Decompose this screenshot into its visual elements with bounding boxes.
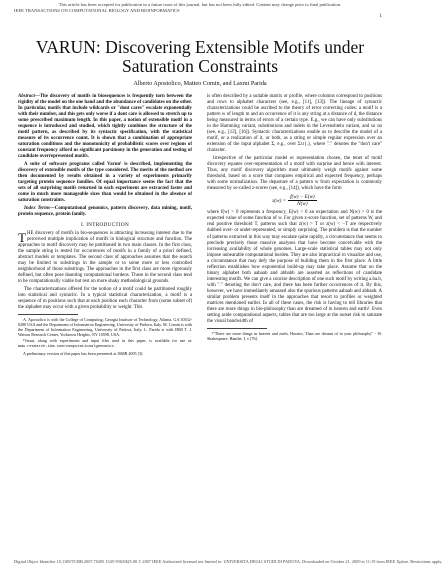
section-heading: I. INTRODUCTION	[80, 221, 129, 228]
page-footer: Digital Object Identifier 10.1109/TCBB.2007.70205 1545-5963/$25.00 © 2007 IEEE Authorized licensed use limited to: UNIVERSITA DEGLI STUDI DI PADOVA. Downloaded on October 21, 2009 at 11:19 from IEEE Xplore. Restrictions apply.	[14, 559, 442, 564]
page-header	[14, 2, 386, 14]
intro-text-1: HE discovery of motifs in bio-sequences is attracting increasing interest due to the perceived multiple implication of motifs in biological structure and function. The approaches to motif discovery may be partitioned in two main classes. In the first class, the sample string is tested for occurrences of motifs in a family of a priori defined, abstract models or templates. The second class of approaches assumes that the search may be limited to substrings in the sample or to some more or less controlled neighborhood of those substrings. The approaches in the first class are more rigorously defined, but often pose daunting computational burdens. Those in the second class tend to be computationally viable but rest on more shaky methodological grounds.	[18, 230, 192, 285]
affiliation-footnote: A. Apostolico is with the College of Computing, Georgia Institute of Technology, Atlanta, GA 30332-0280 USA and the Department of Information Engineering, University of Padova, Italy. M. Comin is with the Department of Information Engineering, University of Padova, Italy. L. Parida is with IBM T. J. Watson Research Center, Yorktown Heights, NY 10598, USA.	[18, 317, 192, 338]
varun-url: www.research.ibm.com/computationalgenomics.	[18, 345, 116, 350]
author-list: Alberto Apostolico, Matteo Comin, and Laxmi Parida	[133, 80, 267, 87]
formula-fraction	[288, 194, 317, 207]
abstract-text: The discovery of motifs in biosequences is frequently torn between the rigidity of the model on the one hand and the abundance of candidates on the other. In particular, motifs that include wildcards or "dont cares" escalate exponentially with their number, and this gets only worse if a dont care is allowed to stretch up to some prescribed maximum length. In this paper, a notion of extensible motif in a sequence is introduced and studied, which tightly combines the structure of the motif pattern, as described by its syntactic specification, with the statistical measure of its occurrence count. It is shown that a combination of appropriate saturation conditions and the monotonicity of probabilistic scores over regions of constant frequency afford us significant parsimony in the generation and testing of candidate overrepresented motifs.	[18, 94, 192, 160]
formula-lhs: z(w) =	[272, 197, 287, 204]
acceptance-notice: This article has been accepted for publication in a future issue of this journal, but has not been fully edited. Content may change prior to final publication.	[58, 2, 342, 7]
intro-paragraph-2: The characterizations offered for the notion of a motif could be partitioned roughly into statistical and syntactic. In a typical statistical characterization, a motif is a sequence of m positions such that at each position each character from (some subset of) the alphabet may occur with a given probability or weight. This	[18, 286, 192, 311]
abstract-paragraph	[18, 94, 192, 161]
formula-numerator: f(w) − E(w)	[290, 194, 315, 201]
index-terms	[18, 206, 192, 218]
page-number: 1	[379, 14, 382, 19]
paper-title: VARUN: Discovering Extensible Motifs under Saturation Constraints	[35, 37, 365, 76]
drop-cap: T	[18, 229, 26, 245]
hamlet-footnote: ²"There are more things in heaven and earth, Horatio, Than are dreamt of in your philosophy" - W. Shakespeare, Hamlet, I, v [76].	[207, 331, 382, 342]
footnote-rule-right	[207, 328, 267, 329]
left-column	[18, 94, 192, 357]
footnote-rule	[18, 314, 78, 315]
index-terms-text: Computational genomics, pattern discovery, data mining, motif, protein sequence, protein family.	[18, 205, 192, 217]
body-paragraph-3: where f(w) > 0 represents a frequency, E(w) > 0 an expectation and N(w) > 0 is the expected value of some function of w. For given z-score function, set of patterns W, and real positive threshold T, patterns such that z(w) > T or z(w) < −T are respectively dubbed over- or under-represented, or simply surprising. The problem is that the number of patterns extracted in this way may escalate quite rapidly, a circumstance that seems to preclude precisely those massive analyses that have become conceivable with the increasing availability of whole genomes. Large-scale statistical tables may not only impose unbearable computational burden. They are also impractical to visualize and use, a circumstance that may defy the purpose of building them in the first place. A little reflection establishes how exponential build-up may take place. Assume that on the binary alphabet both aabaab and abbabb are asserted as reflections of candidate interesting motifs. We can give a concise description of one such motif by writing a.ba.b, with "." denoting the don't care, and there has been further occurrences of it. By this, however, we have immediately amassed also the spurious patterns aabaab and abbaab. A similar problem presents itself in the approaches that resort to profiles or weighted matrices mentioned earlier. In all of these cases, the risk is having to tell libraries that there are more things in bio-philosophy than are dreamed of in heaven and earth². Even setting aside computational aspects, tables that are too large at the outset risk to saturate the visual bandwidth of	[207, 210, 382, 325]
z-score-formula	[207, 194, 382, 207]
right-column	[207, 94, 382, 342]
body-paragraph-1: is often described by a suitable matrix or profile, where columns correspond to positions and rows to alphabet characters (see, e.g., [11], [13]). The lineage of syntactic characterizations could be ascribed to the theory of error correcting codes: a motif is a pattern w of length m and an occurrence of it is any string at a distance of d, the distance being measured in terms of errors of a certain type. E.g., we can have only substitutions in the Hamming variant, substitutions and indels in the Levenshtein variant, and so on (see, e.g., [12], [16]). Syntactic characterizations enable us to describe the model of a motif, or a realization of it, or both, as a string or simple regular expression over an extension of the input alphabet Σ, e.g., over Σ∪{.}, where "." denotes the "don't care" character.	[207, 94, 382, 154]
body-paragraph-2: Irrespective of the particular model or representation chosen, the tenet of motif discovery equates over-representation of a motif with surprise and hence with interest. Thus, any motif discovery algorithm must ultimately weigh motifs against some threshold, based on a score that compares empirical and expected frequency, perhaps with some normalization. The departure of a pattern w from expectation is commonly measured by so-called z-scores (see, e.g., [14]), which have the form	[207, 155, 382, 192]
preliminary-note: A preliminary version of this paper has been presented at ISMB 2005 [3].	[23, 351, 144, 357]
formula-denominator: N(w)	[297, 201, 308, 208]
varun-footnote-text: ¹Varun, along with experiments and input files used in this paper, is available for use at:	[23, 338, 192, 344]
varun-footnote	[18, 338, 192, 350]
abstract-label: Abstract—	[18, 94, 40, 99]
journal-name: IEEE TRANSACTIONS ON COMPUTATIONAL BIOLOGY AND BIOINFORMATICS	[14, 8, 180, 13]
index-terms-label: Index Terms—	[24, 205, 55, 211]
intro-paragraph-1	[18, 231, 192, 285]
abstract-paragraph-2: A suite of software programs called Varun¹ is described, implementing the discovery of extensible motifs of the type considered. The merits of the method are then documented by results obtained in a variety of experiments primarily targeting protein sequence families. Of equal importance seems the fact that the sets of all surprising motifs returned in each experiment are extracted faster and come in much more manageable sizes than would be obtained in the absence of saturation constraints.	[18, 162, 192, 204]
